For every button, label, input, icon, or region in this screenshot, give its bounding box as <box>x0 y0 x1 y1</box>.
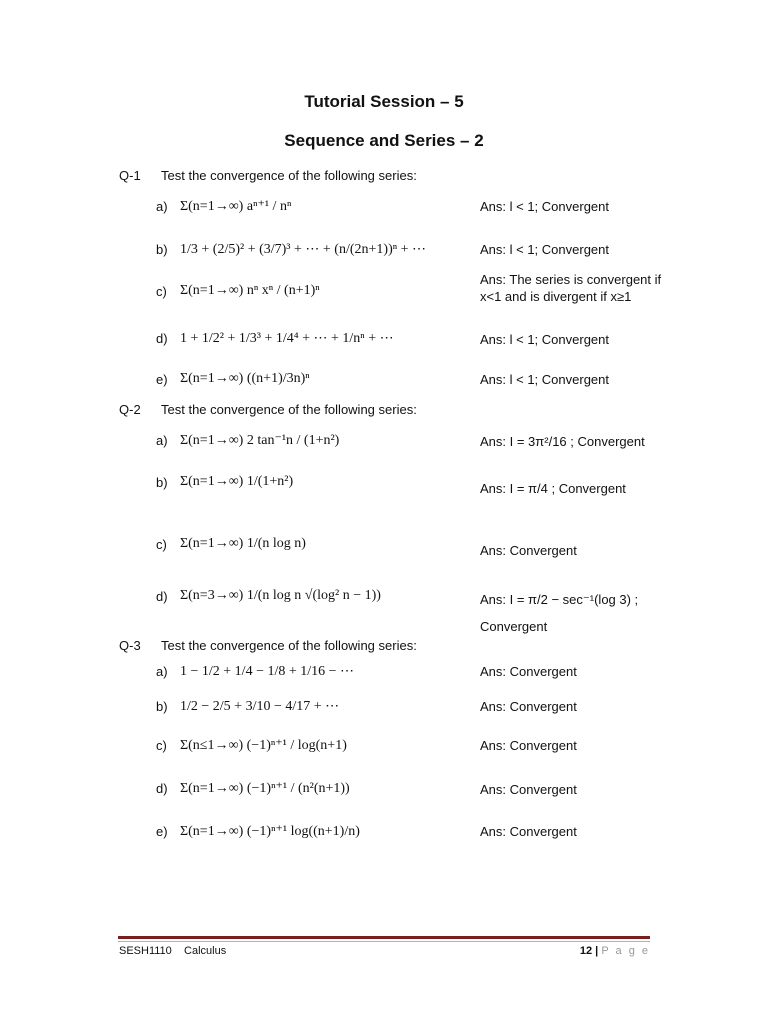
q3-b-answer: Ans: Convergent <box>480 699 577 714</box>
q1-b-expr: 1/3 + (2/5)² + (3/7)³ + ⋯ + (n/(2n+1))ⁿ + ⋯ <box>180 242 427 257</box>
footer-rule-thin <box>118 941 650 942</box>
q3-d-answer: Ans: Convergent <box>480 782 577 797</box>
q1-d-letter: d) <box>156 331 168 346</box>
q2-c-answer: Ans: Convergent <box>480 543 577 558</box>
q2-text: Test the convergence of the following series: <box>161 402 417 417</box>
footer-rule <box>118 936 650 939</box>
q2-d-letter: d) <box>156 589 168 604</box>
q3-label: Q-3 <box>119 638 141 653</box>
page-title: Tutorial Session – 5 <box>304 92 464 111</box>
q2-a-expr: Σ(n=1→∞) 2 tan⁻¹n / (1+n²) <box>180 433 340 448</box>
q1-d-expr: 1 + 1/2² + 1/3³ + 1/4⁴ + ⋯ + 1/nⁿ + ⋯ <box>180 331 394 346</box>
q1-d-answer: Ans: l < 1; Convergent <box>480 332 609 347</box>
q1-c-letter: c) <box>156 284 167 299</box>
q1-b-answer: Ans: l < 1; Convergent <box>480 242 609 257</box>
q2-d-answer: Ans: I = π/2 − sec⁻¹(log 3) ; <box>480 592 639 607</box>
q2-a-answer: Ans: I = 3π²/16 ; Convergent <box>480 434 645 449</box>
footer-course: SESH1110 Calculus <box>119 945 227 957</box>
q3-c-answer: Ans: Convergent <box>480 738 577 753</box>
q3-b-expr: 1/2 − 2/5 + 3/10 − 4/17 + ⋯ <box>180 699 340 714</box>
footer-page <box>580 945 650 957</box>
q2-b-letter: b) <box>156 475 168 490</box>
q3-a-letter: a) <box>156 664 168 679</box>
q2-c-letter: c) <box>156 537 167 552</box>
q1-a-expr: Σ(n=1→∞) aⁿ⁺¹ / nⁿ <box>180 199 292 214</box>
page-separator: | <box>592 945 602 957</box>
q3-e-expr: Σ(n=1→∞) (−1)ⁿ⁺¹ log((n+1)/n) <box>180 824 360 839</box>
q2-b-answer: Ans: I = π/4 ; Convergent <box>480 481 626 496</box>
q1-e-expr: Σ(n=1→∞) ((n+1)/3n)ⁿ <box>180 371 310 386</box>
q3-a-expr: 1 − 1/2 + 1/4 − 1/8 + 1/16 − ⋯ <box>180 664 355 679</box>
q1-a-answer: Ans: l < 1; Convergent <box>480 199 609 214</box>
q2-b-expr: Σ(n=1→∞) 1/(1+n²) <box>180 474 294 489</box>
q2-a-letter: a) <box>156 433 168 448</box>
q2-label: Q-2 <box>119 402 141 417</box>
q1-a-letter: a) <box>156 199 168 214</box>
q3-d-expr: Σ(n=1→∞) (−1)ⁿ⁺¹ / (n²(n+1)) <box>180 781 350 796</box>
q3-d-letter: d) <box>156 781 168 796</box>
q2-c-expr: Σ(n=1→∞) 1/(n log n) <box>180 536 306 551</box>
q1-text: Test the convergence of the following series: <box>161 168 417 183</box>
q3-b-letter: b) <box>156 699 168 714</box>
q1-b-letter: b) <box>156 242 168 257</box>
q3-e-answer: Ans: Convergent <box>480 824 577 839</box>
q2-d-expr: Σ(n=3→∞) 1/(n log n √(log² n − 1)) <box>180 588 381 603</box>
q1-c-expr: Σ(n=1→∞) nⁿ xⁿ / (n+1)ⁿ <box>180 283 320 298</box>
q2-d-answer-cont: Convergent <box>480 619 548 634</box>
q3-a-answer: Ans: Convergent <box>480 664 577 679</box>
page-number: 12 <box>579 945 593 957</box>
q3-text: Test the convergence of the following series: <box>161 638 417 653</box>
q3-e-letter: e) <box>156 824 168 839</box>
q3-c-letter: c) <box>156 738 167 753</box>
q1-e-answer: Ans: l < 1; Convergent <box>480 372 609 387</box>
page-word: P a g e <box>601 945 650 957</box>
page-subtitle: Sequence and Series – 2 <box>284 131 484 150</box>
q1-c-answer: Ans: The series is convergent if x<1 and is divergent if x≥1 <box>480 272 662 304</box>
q1-e-letter: e) <box>156 372 168 387</box>
q3-c-expr: Σ(n≤1→∞) (−1)ⁿ⁺¹ / log(n+1) <box>180 738 347 753</box>
q1-label: Q-1 <box>119 168 141 183</box>
